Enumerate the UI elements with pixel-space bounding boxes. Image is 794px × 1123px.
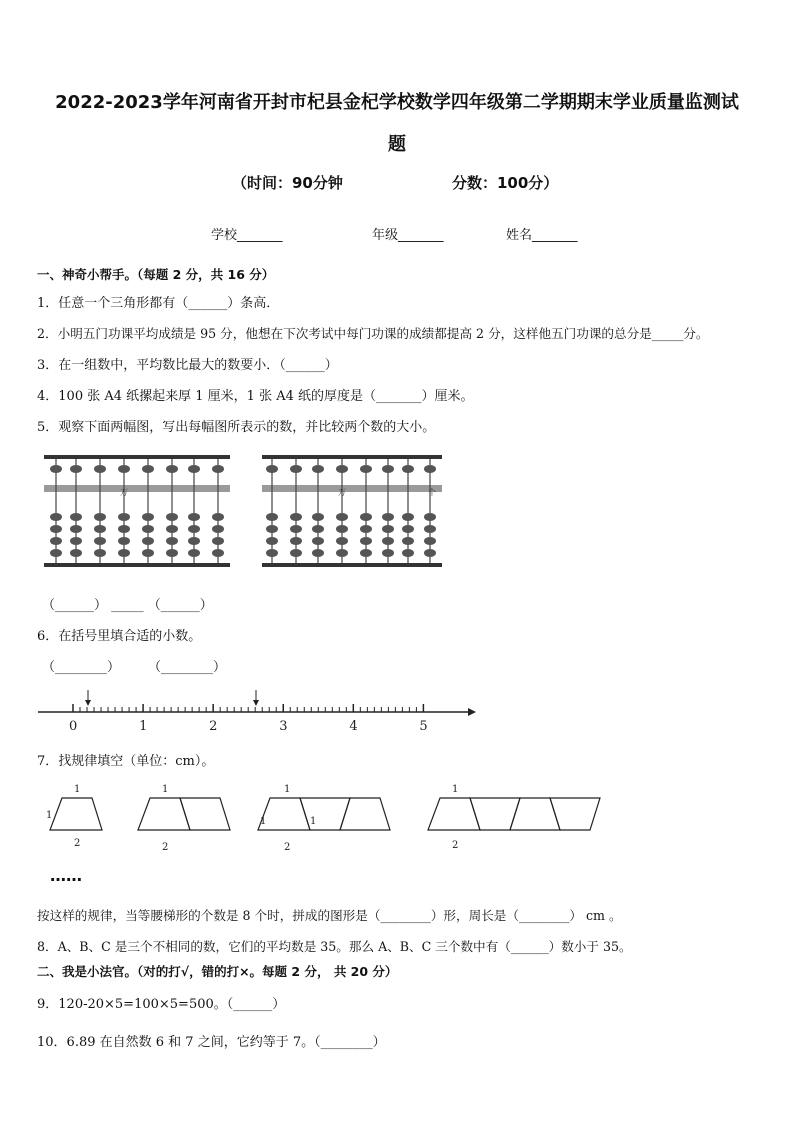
abacus-bead <box>188 513 200 521</box>
abacus-bead <box>336 513 348 521</box>
fig4-bottom-label: 2 <box>452 840 459 851</box>
abacus-bead <box>142 537 154 545</box>
ellipsis: …… <box>50 866 82 885</box>
abacus-bead <box>94 513 106 521</box>
abacus-bead <box>312 513 324 521</box>
question-9: 9．120-20×5=100×5=500。（______） <box>37 997 286 1012</box>
abacus-bead <box>142 513 154 521</box>
question-7: 7．找规律填空（单位：cm）。 <box>37 754 215 769</box>
abacus-bead <box>70 525 82 533</box>
fig1-top-label: 1 <box>74 784 81 795</box>
abacus-bead <box>142 549 154 557</box>
abacus-bead <box>336 465 348 473</box>
abacus-bead <box>70 549 82 557</box>
name-field[interactable]: 姓名_______ <box>506 228 578 243</box>
abacus-right-label-wan: 万 <box>338 488 346 497</box>
abacus-bead <box>424 537 436 545</box>
abacus-bead <box>70 513 82 521</box>
abacus-bead <box>402 537 414 545</box>
abacus-bead <box>266 513 278 521</box>
abacus-bead <box>50 525 62 533</box>
section-heading-2: 二、我是小法官。（对的打√，错的打×。每题 2 分， 共 20 分） <box>37 964 398 979</box>
question-6-blank-2[interactable]: （________） <box>148 660 227 675</box>
question-4: 4．100 张 A4 纸摞起来厚 1 厘米，1 张 A4 纸的厚度是（_______）厘米。 <box>37 389 474 404</box>
number-line <box>38 690 478 735</box>
fig2-top-label: 1 <box>162 784 169 795</box>
abacus-bead <box>94 525 106 533</box>
abacus-bead <box>166 549 178 557</box>
page-title-cont: 题 <box>388 134 406 155</box>
abacus-bead <box>424 513 436 521</box>
abacus-left-label: 万 <box>120 488 128 497</box>
abacus-bead <box>212 537 224 545</box>
abacus-bead <box>290 465 302 473</box>
abacus-bead <box>212 525 224 533</box>
abacus-bead <box>290 525 302 533</box>
abacus-bead <box>142 525 154 533</box>
abacus-bead <box>266 537 278 545</box>
abacus-bead <box>360 513 372 521</box>
abacus-bead <box>402 465 414 473</box>
abacus-bead <box>94 537 106 545</box>
number-line-label: 1 <box>139 719 148 734</box>
question-8: 8．A、B、C 是三个不相同的数，它们的平均数是 35。那么 A、B、C 三个数中有（______）数小于 35。 <box>37 939 632 954</box>
abacus-bead <box>424 525 436 533</box>
abacus-bead <box>266 465 278 473</box>
abacus-bead <box>402 513 414 521</box>
abacus-bead <box>382 537 394 545</box>
abacus-bead <box>360 525 372 533</box>
number-line-label: 2 <box>209 719 218 734</box>
school-field[interactable]: 学校_______ <box>211 228 283 243</box>
section-heading-1: 一、神奇小帮手。（每题 2 分，共 16 分） <box>37 267 275 282</box>
abacus-bead <box>290 549 302 557</box>
fig1-bottom-label: 2 <box>74 838 81 849</box>
abacus-bead <box>70 537 82 545</box>
abacus-left <box>44 455 234 571</box>
abacus-bead <box>336 537 348 545</box>
abacus-bead <box>166 465 178 473</box>
number-line-label: 4 <box>349 719 358 734</box>
abacus-bead <box>266 525 278 533</box>
abacus-bead <box>266 549 278 557</box>
exam-time: （时间：90分钟 <box>232 174 343 192</box>
question-6-blank-1[interactable]: （________） <box>42 660 121 675</box>
grade-field[interactable]: 年级_______ <box>372 228 444 243</box>
abacus-bead <box>424 465 436 473</box>
abacus-bead <box>360 537 372 545</box>
abacus-bead <box>118 525 130 533</box>
number-line-label: 5 <box>419 719 428 734</box>
abacus-bead <box>312 465 324 473</box>
abacus-bead <box>166 513 178 521</box>
abacus-bead <box>188 537 200 545</box>
abacus-bead <box>290 537 302 545</box>
abacus-bead <box>142 465 154 473</box>
abacus-right-label-ge: 个 <box>428 488 436 497</box>
exam-score: 分数：100分） <box>452 174 559 192</box>
question-5: 5．观察下面两幅图，写出每幅图所表示的数，并比较两个数的大小。 <box>37 420 436 435</box>
question-3: 3．在一组数中，平均数比最大的数要小．（______） <box>37 358 338 373</box>
abacus-bead <box>402 549 414 557</box>
abacus-bead <box>336 525 348 533</box>
abacus-bead <box>360 549 372 557</box>
abacus-bead <box>212 465 224 473</box>
abacus-bead <box>50 465 62 473</box>
abacus-bead <box>118 537 130 545</box>
abacus-bead <box>424 549 436 557</box>
abacus-bead <box>336 549 348 557</box>
abacus-bead <box>382 465 394 473</box>
abacus-bead <box>312 525 324 533</box>
fig3-inner-label: 1 <box>310 816 317 827</box>
abacus-bead <box>188 465 200 473</box>
abacus-bead <box>50 549 62 557</box>
abacus-bead <box>290 513 302 521</box>
abacus-bead <box>312 537 324 545</box>
abacus-right <box>262 455 452 571</box>
fig3-bottom-label: 2 <box>284 842 291 853</box>
question-10: 10．6.89 在自然数 6 和 7 之间，它约等于 7。（________） <box>37 1035 386 1050</box>
abacus-bead <box>50 537 62 545</box>
abacus-bead <box>70 465 82 473</box>
abacus-bead <box>402 525 414 533</box>
abacus-bead <box>212 513 224 521</box>
abacus-bead <box>94 465 106 473</box>
abacus-bead <box>360 465 372 473</box>
abacus-bead <box>166 525 178 533</box>
fig1-side-label: 1 <box>46 810 53 821</box>
abacus-bead <box>382 525 394 533</box>
abacus-bead <box>118 549 130 557</box>
abacus-bead <box>50 513 62 521</box>
abacus-bead <box>118 465 130 473</box>
number-line-label: 0 <box>69 719 78 734</box>
fig4-top-label: 1 <box>452 784 459 795</box>
abacus-bead <box>382 549 394 557</box>
question-1: 1．任意一个三角形都有（______）条高． <box>37 296 280 311</box>
question-5-answer[interactable]: （______） _____ （______） <box>42 598 213 613</box>
question-6: 6．在括号里填合适的小数。 <box>37 629 202 644</box>
fig3-side-label: 1 <box>260 816 267 827</box>
question-7-followup: 按这样的规律，当等腰梯形的个数是 8 个时，拼成的图形是（________）形，周长是（________） cm 。 <box>37 908 622 923</box>
fig2-bottom-label: 2 <box>162 842 169 853</box>
question-2: 2．小明五门功课平均成绩是 95 分，他想在下次考试中每门功课的成绩都提高 2 分，这样他五门功课的总分是_____分。 <box>37 326 709 341</box>
abacus-bead <box>166 537 178 545</box>
abacus-bead <box>312 549 324 557</box>
fig3-top-label: 1 <box>284 784 291 795</box>
trapezoid-figures <box>40 780 610 860</box>
number-line-label: 3 <box>279 719 288 734</box>
abacus-bead <box>212 549 224 557</box>
abacus-bead <box>94 549 106 557</box>
abacus-bead <box>382 513 394 521</box>
page-title: 2022-2023学年河南省开封市杞县金杞学校数学四年级第二学期期末学业质量监测试 <box>55 92 739 113</box>
abacus-bead <box>188 525 200 533</box>
abacus-bead <box>188 549 200 557</box>
abacus-bead <box>118 513 130 521</box>
